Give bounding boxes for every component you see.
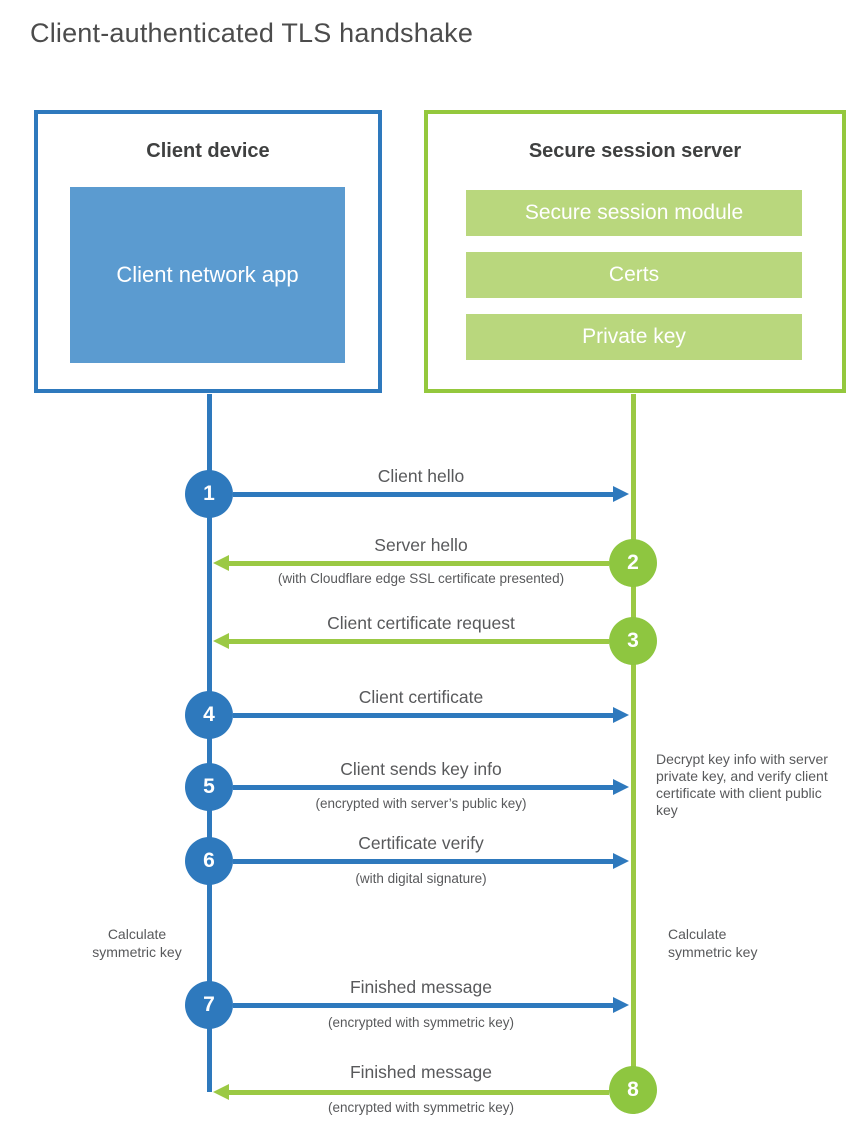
arrow-right-icon [233,492,613,497]
arrow-left-icon [229,1090,609,1095]
client-device-title: Client device [146,140,270,162]
message-label: Client hello [377,466,465,486]
message-label: Server hello [374,535,468,555]
message-sublabel: (encrypted with server’s public key) [315,796,527,811]
step-circle: 2 [609,539,657,587]
message-label: Client certificate request [327,613,515,633]
server-decrypt-note: Decrypt key info with server private key, and verify client certificate with client public key [656,751,828,818]
step-circle: 4 [185,691,233,739]
step-circle: 5 [185,763,233,811]
message-label: Client sends key info [340,759,502,779]
message-label: Certificate verify [358,833,484,853]
step-circle: 8 [609,1066,657,1114]
message-sublabel: (with digital signature) [355,871,487,886]
client-network-app-box [70,187,345,363]
secure-session-server-title: Secure session server [528,140,742,162]
step-circle: 7 [185,981,233,1029]
client-calculate-symmetric-key-note: Calculate symmetric key [92,926,182,960]
arrow-right-icon [233,785,613,790]
message-sublabel: (encrypted with symmetric key) [327,1015,515,1030]
server-module-certs: Certs [466,252,802,298]
server-module-private-key: Private key [466,314,802,360]
step-circle: 1 [185,470,233,518]
arrow-left-icon [229,561,609,566]
arrow-right-icon [233,859,613,864]
server-calculate-symmetric-key-note: Calculate symmetric key [668,926,758,960]
message-label: Client certificate [358,687,484,707]
message-label: Finished message [349,1062,493,1082]
message-sublabel: (with Cloudflare edge SSL certificate presented) [277,571,565,586]
arrow-left-icon [229,639,609,644]
step-circle: 3 [609,617,657,665]
arrow-right-icon [233,713,613,718]
step-circle: 6 [185,837,233,885]
arrow-right-icon [233,1003,613,1008]
message-label: Finished message [349,977,493,997]
server-lifeline [631,394,636,1090]
message-sublabel: (encrypted with symmetric key) [327,1100,515,1115]
server-module-secure-session-module: Secure session module [466,190,802,236]
client-network-app-label: Client network app [116,262,299,288]
page-title: Client-authenticated TLS handshake [30,18,474,48]
